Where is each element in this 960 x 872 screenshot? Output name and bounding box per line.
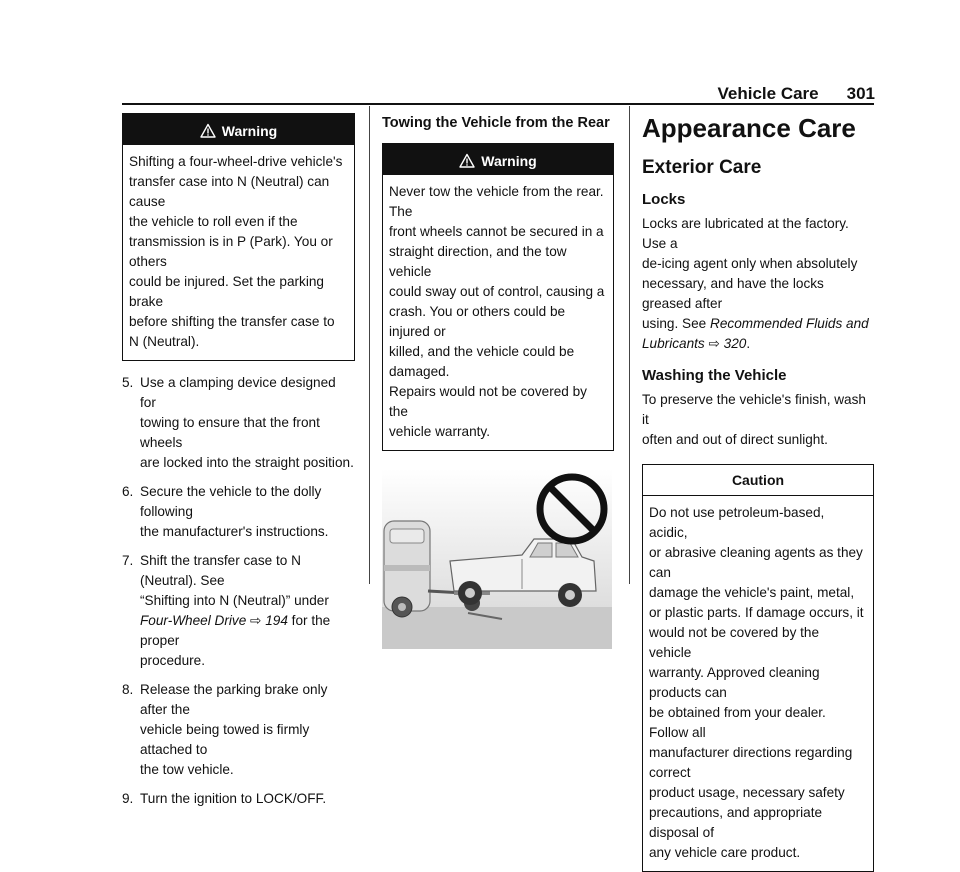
warning-line: could be injured. Set the parking brake bbox=[129, 274, 324, 309]
step-item bbox=[122, 551, 355, 671]
warning-body bbox=[123, 145, 354, 360]
warning-line: transfer case into N (Neutral) can cause bbox=[129, 174, 330, 209]
step-number: 7. bbox=[122, 553, 134, 568]
warning-line: front wheels cannot be secured in a bbox=[389, 224, 604, 239]
step-line: Turn the ignition to LOCK/OFF. bbox=[140, 791, 327, 806]
section-heading: Towing the Vehicle from the Rear bbox=[382, 115, 610, 131]
step-item bbox=[122, 482, 355, 542]
page-ref-arrow-icon: ⇨ bbox=[250, 613, 262, 628]
warning-header bbox=[123, 114, 354, 145]
column-divider-1 bbox=[369, 106, 370, 584]
towing-figure-svg bbox=[382, 469, 612, 649]
step-line: procedure. bbox=[140, 653, 205, 668]
step-line: the manufacturer's instructions. bbox=[140, 524, 329, 539]
step-line: vehicle being towed is firmly attached to bbox=[140, 722, 310, 757]
page-ref-number[interactable]: 320 bbox=[723, 336, 747, 351]
warning-body bbox=[383, 175, 613, 450]
step-number: 8. bbox=[122, 682, 134, 697]
paragraph-line: de-icing agent only when absolutely bbox=[642, 256, 858, 271]
warning-line: crash. You or others could be injured or bbox=[389, 304, 566, 339]
caution-line: Do not use petroleum-based, acidic, bbox=[649, 505, 825, 540]
step-line: “Shifting into N (Neutral)” under bbox=[140, 593, 329, 608]
chapter-heading: Appearance Care bbox=[642, 113, 856, 143]
warning-line: before shifting the transfer case to bbox=[129, 314, 335, 329]
warning-line: transmission is in P (Park). You or others bbox=[129, 234, 333, 269]
caution-line: manufacturer directions regarding correct bbox=[649, 745, 853, 780]
paragraph-line: necessary, and have the locks greased after bbox=[642, 276, 824, 311]
caution-line: would not be covered by the vehicle bbox=[649, 625, 820, 660]
step-line bbox=[140, 611, 355, 651]
warning-line: Never tow the vehicle from the rear. The bbox=[389, 184, 604, 219]
step-line: are locked into the straight position. bbox=[140, 455, 354, 470]
step-line: Shift the transfer case to N (Neutral). See bbox=[140, 553, 301, 588]
section-title: Vehicle Care bbox=[717, 84, 819, 103]
caution-line: product usage, necessary safety bbox=[649, 785, 845, 800]
locks-paragraph bbox=[642, 214, 874, 354]
page-number: 301 bbox=[846, 84, 875, 103]
cross-reference-link[interactable]: Lubricants bbox=[642, 336, 705, 351]
caution-header bbox=[643, 465, 873, 496]
warning-line: Shifting a four-wheel-drive vehicle's bbox=[129, 154, 343, 169]
step-line: the tow vehicle. bbox=[140, 762, 234, 777]
warning-line: N (Neutral). bbox=[129, 334, 200, 349]
page-ref-number[interactable]: 194 bbox=[265, 613, 288, 628]
step-number: 6. bbox=[122, 484, 134, 499]
section-heading: Exterior Care bbox=[642, 157, 762, 178]
subsection-heading: Locks bbox=[642, 191, 686, 208]
warning-box-rear-tow bbox=[382, 143, 614, 451]
warning-line: straight direction, and the tow vehicle bbox=[389, 244, 567, 279]
subsection-heading: Washing the Vehicle bbox=[642, 367, 787, 384]
paragraph-text: using. See bbox=[642, 316, 711, 331]
header-rule bbox=[122, 103, 874, 105]
caution-line: warranty. Approved cleaning products can bbox=[649, 665, 820, 700]
caution-title: Caution bbox=[731, 472, 785, 488]
caution-line: or abrasive cleaning agents as they can bbox=[649, 545, 863, 580]
warning-triangle-icon bbox=[200, 123, 216, 139]
paragraph-line bbox=[642, 314, 874, 334]
warning-line: killed, and the vehicle could be damaged. bbox=[389, 344, 575, 379]
paragraph-text: . bbox=[746, 336, 751, 351]
step-number: 5. bbox=[122, 375, 134, 390]
caution-box bbox=[642, 464, 874, 872]
caution-line: damage the vehicle's paint, metal, bbox=[649, 585, 855, 600]
warning-box-transfer-case bbox=[122, 113, 355, 361]
caution-line: precautions, and appropriate disposal of bbox=[649, 805, 823, 840]
warning-line: Repairs would not be covered by the bbox=[389, 384, 587, 419]
paragraph-line: To preserve the vehicle's finish, wash it bbox=[642, 392, 866, 427]
column-3 bbox=[642, 113, 874, 872]
step-item bbox=[122, 789, 355, 809]
paragraph-line bbox=[642, 334, 874, 354]
step-line: towing to ensure that the front wheels bbox=[140, 415, 320, 450]
warning-header bbox=[383, 144, 613, 175]
caution-line: be obtained from your dealer. Follow all bbox=[649, 705, 826, 740]
towing-steps-list bbox=[122, 373, 355, 809]
washing-paragraph bbox=[642, 390, 874, 450]
paragraph-line: often and out of direct sunlight. bbox=[642, 432, 828, 447]
caution-body bbox=[643, 496, 873, 871]
warning-title: Warning bbox=[221, 123, 278, 139]
caution-line: or plastic parts. If damage occurs, it bbox=[649, 605, 864, 620]
step-item bbox=[122, 680, 355, 780]
step-line-end: for the proper bbox=[140, 613, 331, 648]
step-line: Release the parking brake only after the bbox=[140, 682, 328, 717]
column-1 bbox=[122, 113, 355, 818]
cross-reference-link[interactable]: Four-Wheel Drive bbox=[140, 613, 247, 628]
column-2 bbox=[382, 113, 614, 649]
caution-line: any vehicle care product. bbox=[649, 845, 801, 860]
column-divider-2 bbox=[629, 106, 630, 584]
rv-icon bbox=[384, 521, 430, 617]
page-header bbox=[718, 84, 876, 104]
paragraph-line: Locks are lubricated at the factory. Use a bbox=[642, 216, 849, 251]
warning-line: the vehicle to roll even if the bbox=[129, 214, 298, 229]
prohibited-towing-illustration bbox=[382, 469, 612, 649]
step-line: Use a clamping device designed for bbox=[140, 375, 336, 410]
warning-line: vehicle warranty. bbox=[389, 424, 490, 439]
step-item bbox=[122, 373, 355, 473]
step-number: 9. bbox=[122, 791, 134, 806]
warning-title: Warning bbox=[481, 153, 537, 169]
warning-triangle-icon bbox=[459, 153, 475, 169]
step-line: Secure the vehicle to the dolly following bbox=[140, 484, 322, 519]
warning-line: could sway out of control, causing a bbox=[389, 284, 605, 299]
cross-reference-link[interactable]: Recommended Fluids and bbox=[710, 316, 869, 331]
page-ref-arrow-icon: ⇨ bbox=[708, 336, 720, 351]
